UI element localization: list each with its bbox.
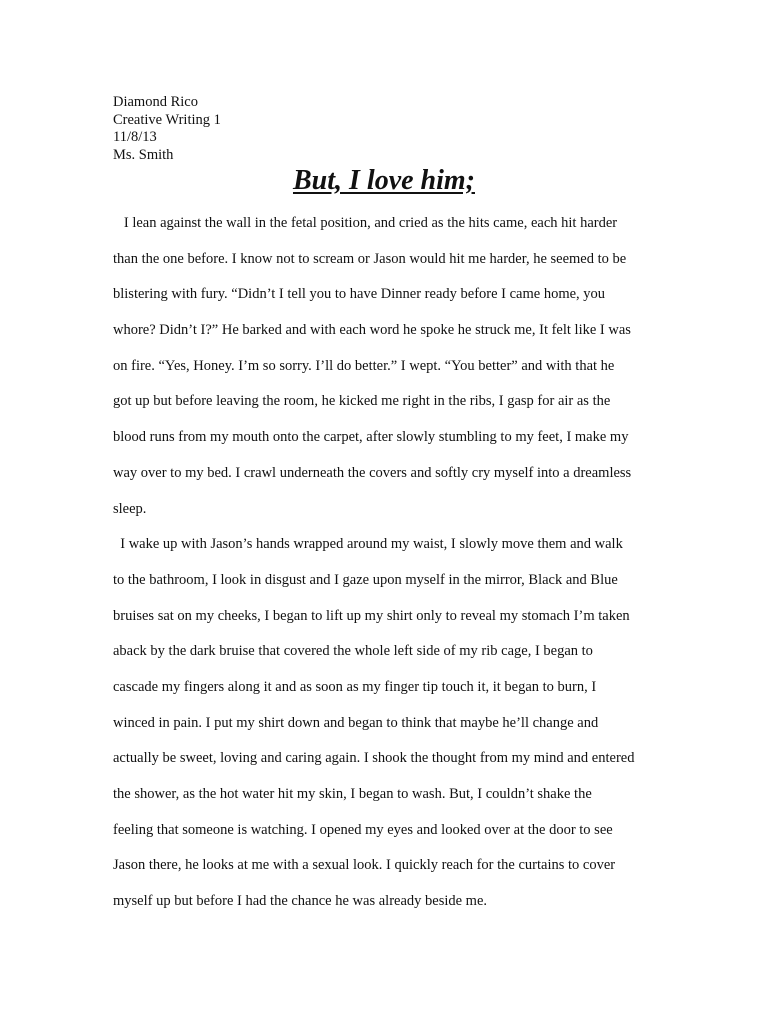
text-line: on fire. “Yes, Honey. I’m so sorry. I’ll do better.” I wept. “You better” and with that he [113,357,615,374]
text-line: feeling that someone is watching. I opened my eyes and looked over at the door to see [113,821,613,838]
text-line: aback by the dark bruise that covered the whole left side of my rib cage, I began to [113,643,593,660]
text-line: I wake up with Jason’s hands wrapped around my waist, I slowly move them and walk [113,536,623,553]
document-body [113,206,658,920]
text-line: I lean against the wall in the fetal position, and cried as the hits came, each hit harder [113,215,618,231]
text-line: got up but before leaving the room, he kicked me right in the ribs, I gasp for air as the [113,393,611,410]
text-line: the shower, as the hot water hit my skin, I began to wash. But, I couldn’t shake the [113,786,592,802]
paragraph-1 [113,206,658,527]
text-line: sleep. [113,500,147,517]
author-name: Diamond Rico [113,94,198,110]
document-date: 11/8/13 [113,129,157,145]
text-line: Jason there, he looks at me with a sexual look. I quickly reach for the curtains to cover [113,857,616,874]
teacher-name: Ms. Smith [113,146,174,163]
paragraph-2 [113,527,658,920]
text-line: blood runs from my mouth onto the carpet, after slowly stumbling to my feet, I make my [113,429,629,446]
text-line: blistering with fury. “Didn’t I tell you to have Dinner ready before I came home, you [113,286,606,303]
text-line: cascade my fingers along it and as soon as my finger tip touch it, it began to burn, I [113,678,597,695]
text-line: than the one before. I know not to scream or Jason would hit me harder, he seemed to be [113,250,627,267]
text-line: winced in pain. I put my shirt down and began to think that maybe he’ll change and [113,714,599,731]
text-line: way over to my bed. I crawl underneath the covers and softly cry myself into a dreamless [113,464,632,481]
document-title: But, I love him; [292,165,475,196]
text-line: to the bathroom, I look in disgust and I gaze upon myself in the mirror, Black and Blue [113,571,618,588]
text-line: whore? Didn’t I?” He barked and with each word he spoke he struck me, It felt like I was [113,322,631,339]
text-line: actually be sweet, loving and caring again. I shook the thought from my mind and entered [113,750,635,767]
text-line: myself up but before I had the chance he was already beside me. [113,893,488,910]
text-line: bruises sat on my cheeks, I began to lift up my shirt only to reveal my stomach I’m taken [113,607,630,624]
document-header [113,94,513,164]
course-name: Creative Writing 1 [113,111,221,128]
